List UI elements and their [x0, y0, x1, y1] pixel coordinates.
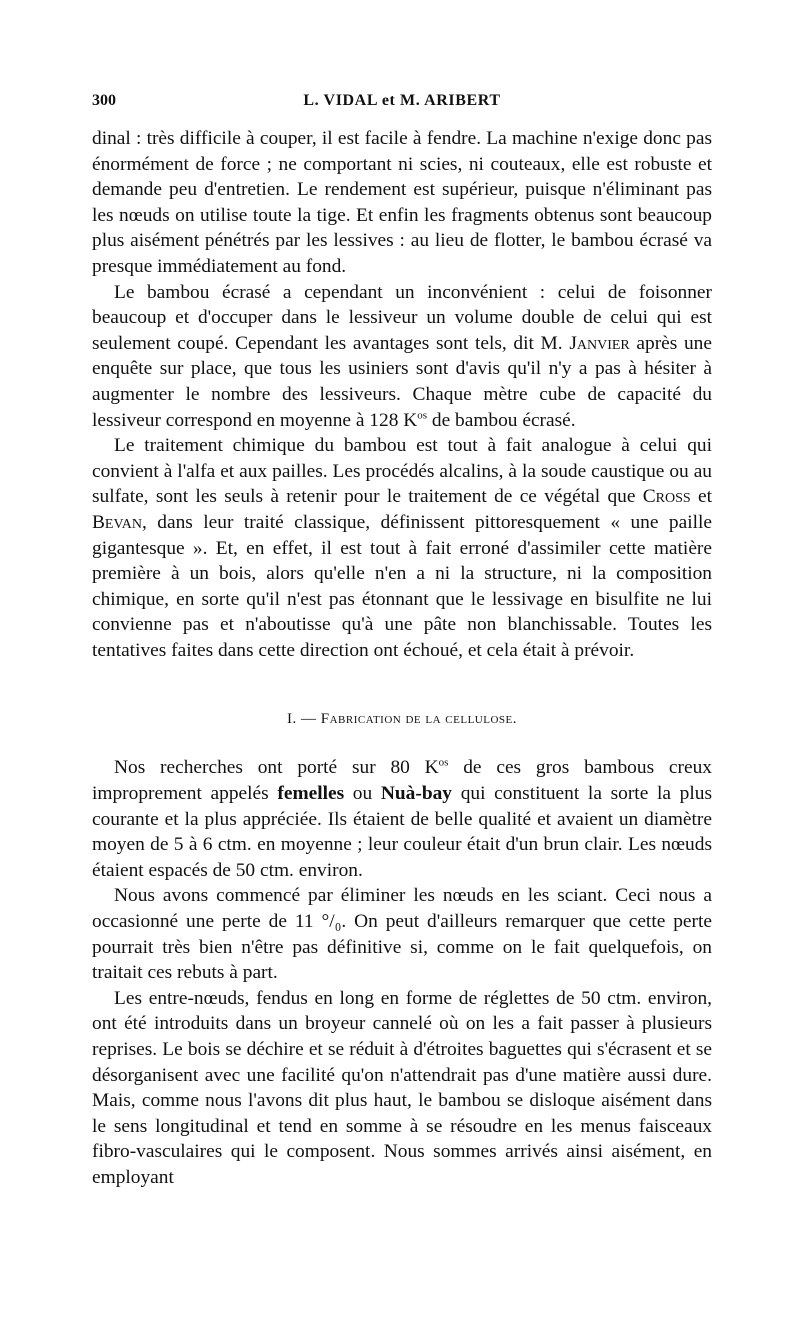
section-title: I. — Fabrication de la cellulose.	[287, 711, 517, 728]
paragraph-2: Le bambou écrasé a cependant un inconvénient : celui de foisonner beaucoup et d'occuper dans le lessiveur un volume double de celui qui est seulement coupé. Cependant les avantages sont tels, dit M. Janvier après une enquête sur place, que tous les usiniers sont d'avis qu'il n'y a pas à hésiter à augmenter le nombre des lessiveurs. Chaque mètre cube de capacité du lessiveur correspond en moyenne à 128 $K^{os}$ de bambou écrasé.	[92, 281, 712, 431]
percent-sign: °/₀	[321, 911, 342, 933]
paragraph-4: Nos recherches ont porté sur 80 $K^{os}$ de ces gros bambous creux improprement appelés femelles ou Nuà-bay qui constituent la sorte la plus courante et la plus appréciée. Ils étaient de belle qualité et avaient un diamètre moyen de 5 à 6 ctm. en moyenne ; leur couleur était d'un brun clair. Les nœuds étaient espacés de 50 ctm. environ.	[92, 757, 712, 881]
page-number: 300	[92, 92, 116, 109]
author-name-cross: Cross	[642, 486, 691, 508]
paragraph-3: Le traitement chimique du bambou est tout à fait analogue à celui qui convient à l'alfa et aux pailles. Les procédés alcalins, à la soude caustique ou au sulfate, sont les seuls à retenir pour le traitement de ce végétal que Cross et Bevan, dans leur traité classique, définissent pittoresquement « une paille gigantesque ». Et, en effet, il est tout à fait erroné d'assimiler cette matière première à un bois, alors qu'elle n'en a ni la structure, ni la composition chimique, en sorte qu'il n'est pas étonnant que le lessivage en bisulfite ne lui convienne pas et n'aboutisse qu'à une pâte non blanchissable. Toutes les tentatives faites dans cette direction ont échoué, et cela était à prévoir.	[92, 435, 712, 661]
term-nua-bay: Nuà-bay	[380, 783, 453, 805]
paragraph-1: dinal : très difficile à couper, il est facile à fendre. La machine n'exige donc pas énormément de force ; ne comportant ni scies, ni couteaux, elle est robuste et demande peu d'entretien. Le rendement est supérieur, puisque n'éliminant pas les nœuds on utilise toute la tige. Et enfin les fragments obtenus sont beaucoup plus aisément pénétrés par les lessives : au lieu de flotter, le bambou écrasé va presque immédiatement au fond.	[92, 128, 712, 277]
running-head: L. VIDAL et M. ARIBERT	[303, 92, 501, 109]
author-name-bevan: Bevan	[92, 511, 143, 533]
body-text	[92, 126, 712, 1191]
author-name-janvier: Janvier	[569, 332, 630, 354]
paragraph-5: Nous avons commencé par éliminer les nœuds en les sciant. Ceci nous a occasionné une perte de 11 °/₀. On peut d'ailleurs remarquer que cette perte pourrait très bien n'être pas définitive si, comme on le fait quelquefois, on traitait ces rebuts à part.	[92, 885, 712, 984]
paragraph-6: Les entre-nœuds, fendus en long en forme de réglettes de 50 ctm. environ, ont été introduits dans un broyeur cannelé où on les a fait passer à plusieurs reprises. Le bois se déchire et se réduit à d'étroites baguettes qui s'écrasent et se désorganisent avec une facilité qu'on n'attendrait pas d'une matière aussi dure. Mais, comme nous l'avons dit plus haut, le bambou se disloque aisément dans le sens longitudinal et tend en somme à se résoudre en les menus faisceaux fibro-vasculaires qui le composent. Nous sommes arrivés ainsi aisément, en employant	[92, 987, 712, 1188]
term-femelles: femelles	[277, 783, 345, 805]
page-header	[92, 92, 712, 116]
